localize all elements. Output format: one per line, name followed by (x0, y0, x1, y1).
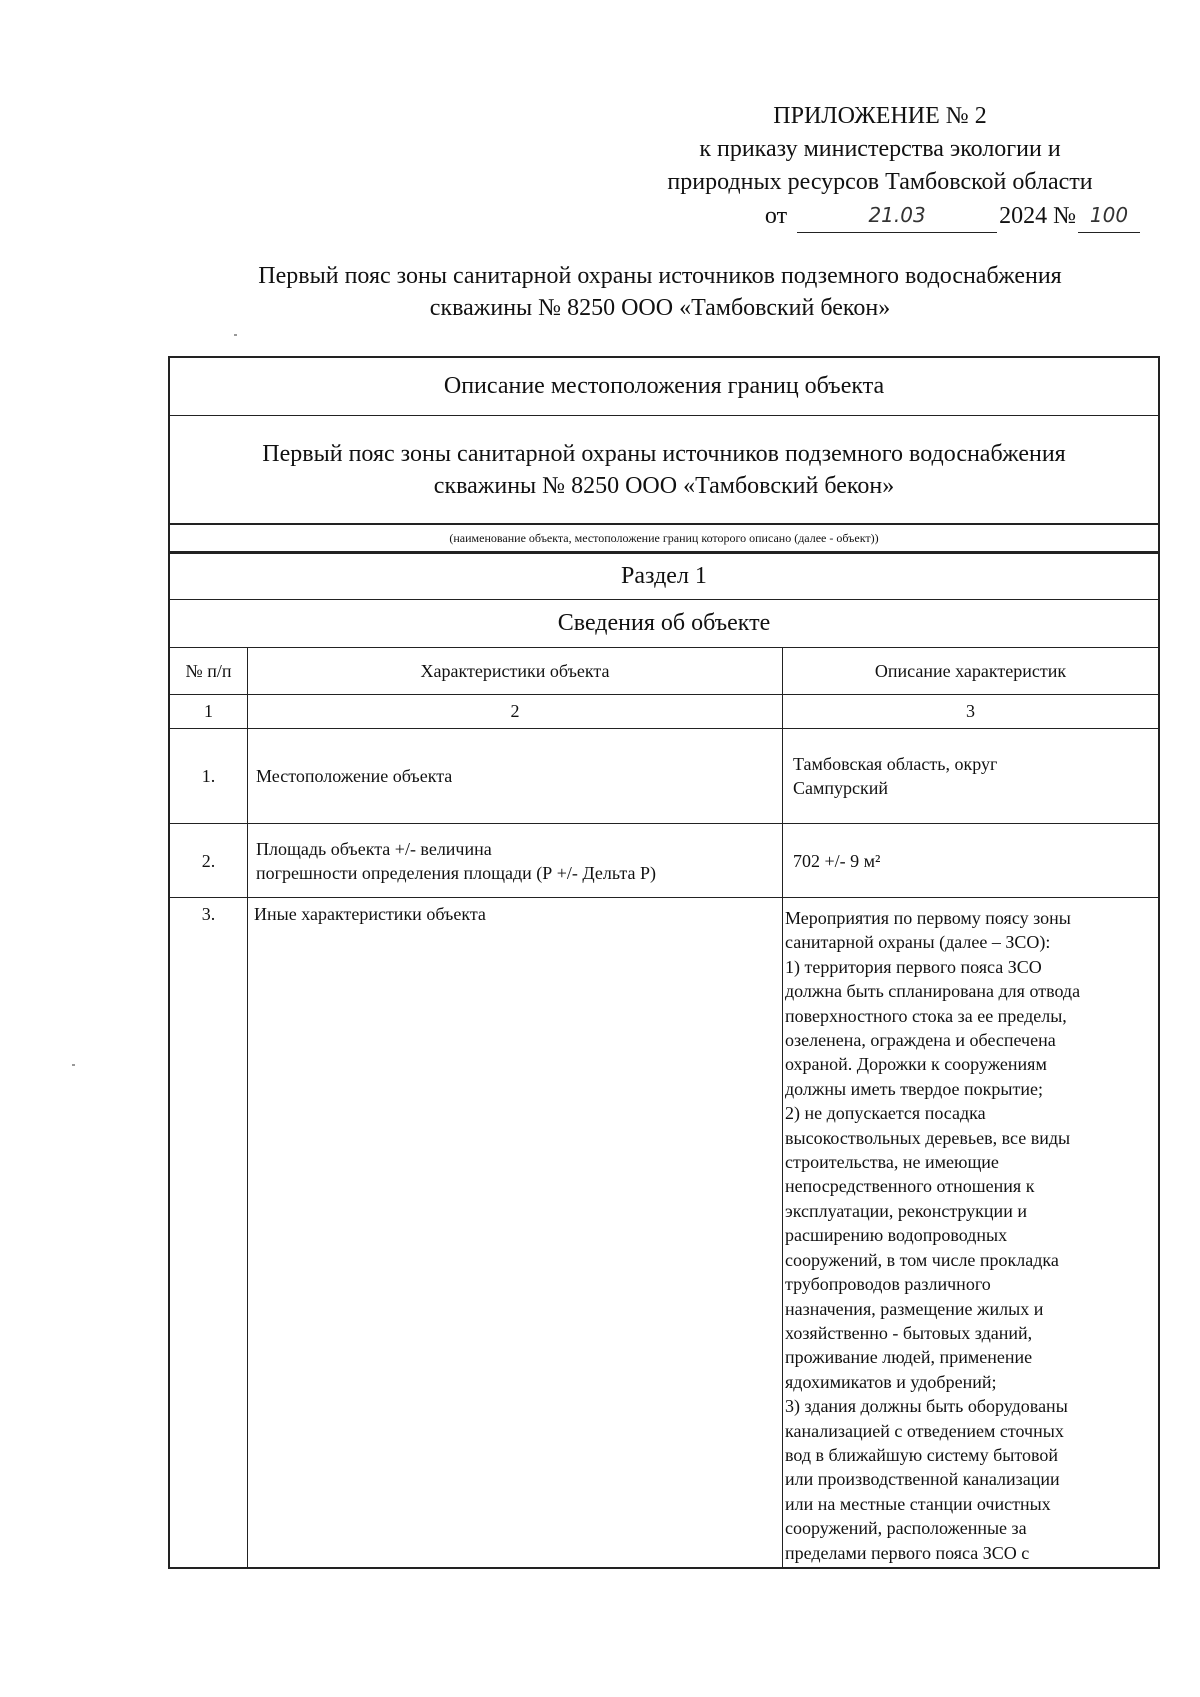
row-characteristic: Местоположение объекта (248, 729, 783, 823)
document-title-line-1: Первый пояс зоны санитарной охраны источников подземного водоснабжения (258, 263, 1062, 289)
table-row (170, 898, 1158, 1569)
row-characteristic: Площадь объекта +/- величина погрешности определения площади (Р +/- Дельта Р) (248, 824, 783, 897)
order-date-line (620, 199, 1140, 233)
year-and-number-label: 2024 № (999, 203, 1076, 229)
column-header-characteristic: Характеристики объекта (248, 648, 783, 694)
handwritten-order-number: 100 (1078, 199, 1140, 233)
section-number: Раздел 1 (170, 552, 1158, 600)
date-prefix: от (764, 203, 788, 229)
object-name (170, 416, 1158, 524)
appendix-number: ПРИЛОЖЕНИЕ № 2 (773, 103, 987, 129)
column-number-2: 2 (248, 695, 783, 728)
row-description: 702 +/- 9 м² (793, 850, 881, 871)
object-name-line-1: Первый пояс зоны санитарной охраны источников подземного водоснабжения (262, 440, 1066, 467)
ministry-line: природных ресурсов Тамбовской области (667, 169, 1093, 195)
object-description-table (168, 356, 1160, 1569)
appendix-header (620, 100, 1140, 233)
table-row (170, 824, 1158, 898)
row-number: 1. (170, 729, 248, 823)
section-title: Сведения об объекте (170, 600, 1158, 648)
handwritten-date: 21.03 (797, 199, 997, 233)
row-characteristic: Иные характеристики объекта (248, 898, 783, 1567)
order-reference-line: к приказу министерства экологии и (699, 136, 1061, 162)
object-name-caption: (наименование объекта, местоположение границ которого описано (далее - объект)) (170, 524, 1158, 552)
row-number: 2. (170, 824, 248, 897)
column-number-row (170, 695, 1158, 729)
column-number-1: 1 (170, 695, 248, 728)
column-headers (170, 648, 1158, 695)
column-header-description: Описание характеристик (874, 660, 1067, 681)
row-description: Мероприятия по первому поясу зоны санитарной охраны (далее – ЗСО): 1) территория первого пояса ЗСО должна быть спланирована для отвода поверхностного стока за ее пределы, озеленена, ограждена и обеспечена охраной. Дорожки к сооружениям должны иметь твердое покрытие; 2) не допускается посадка высокоствольных деревьев, все виды строительства, не имеющие непосредственного отношения к эксплуатации, реконструкции и расширению водопроводных сооружений, в том числе прокладка трубопроводов различного назначения, размещение жилых и хозяйственно - бытовых зданий, проживание людей, применение ядохимикатов и удобрений; 3) здания должны быть оборудованы канализацией с отведением сточных вод в ближайшую систему бытовой или производственной канализации или на местные станции очистных сооружений, расположенные за пределами первого пояса ЗСО с (785, 908, 1081, 1563)
column-number-3: 3 (966, 701, 975, 721)
table-heading: Описание местоположения границ объекта (170, 358, 1158, 416)
row-description: Тамбовская область, округ Сампурский (793, 754, 998, 798)
scan-speck (72, 1064, 75, 1066)
table-row (170, 729, 1158, 824)
row-number: 3. (170, 898, 248, 1567)
column-header-number: № п/п (170, 648, 248, 694)
document-title (170, 260, 1150, 324)
scan-speck (234, 334, 237, 336)
object-name-line-2: скважины № 8250 ООО «Тамбовский бекон» (433, 472, 895, 499)
document-title-line-2: скважины № 8250 ООО «Тамбовский бекон» (429, 295, 891, 321)
